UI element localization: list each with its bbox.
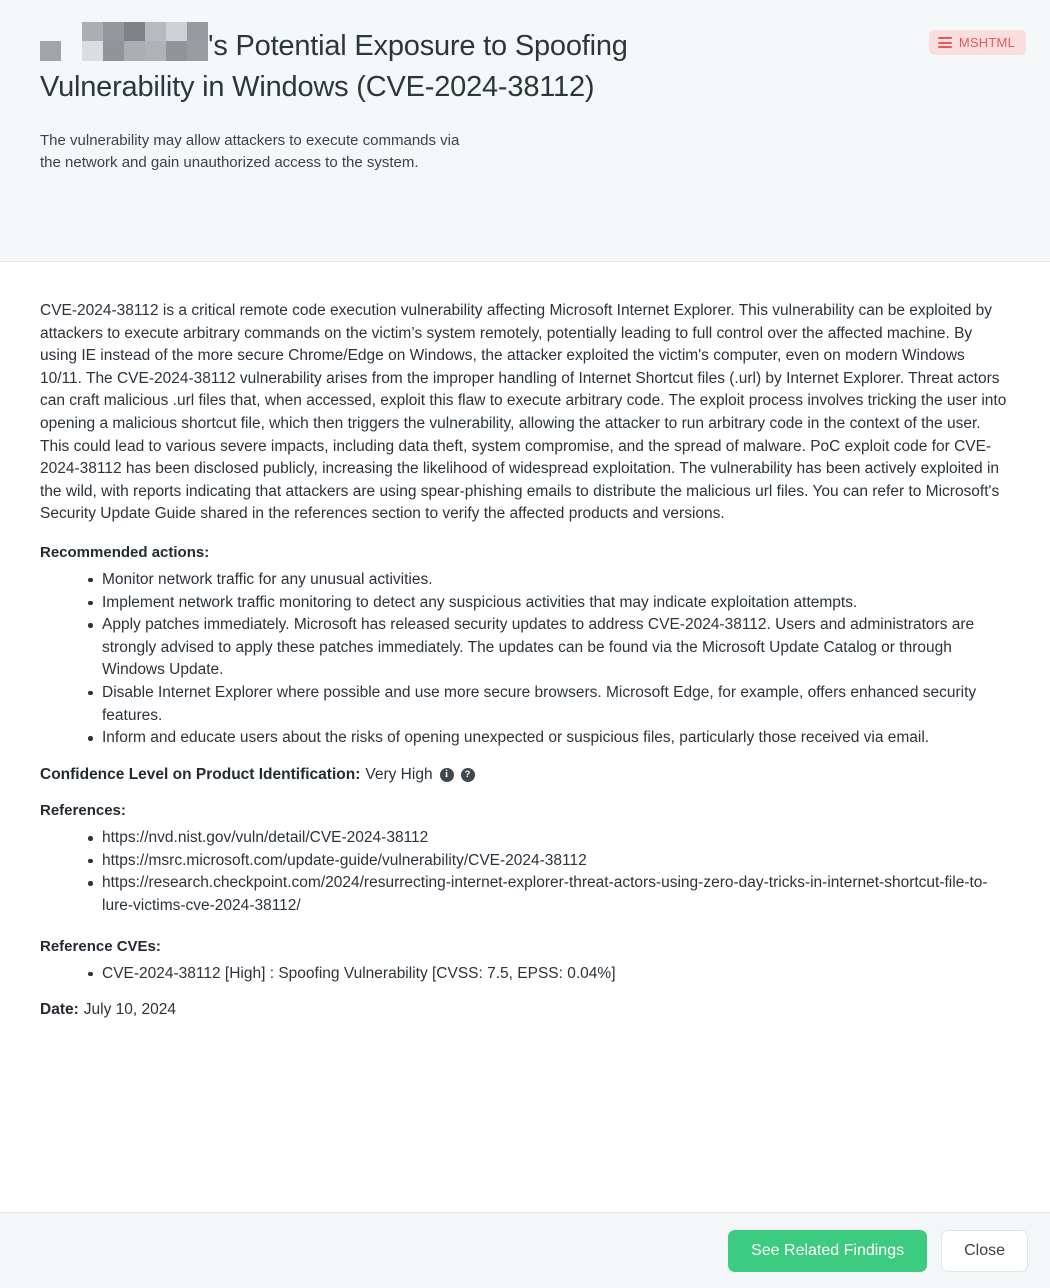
list-item: Monitor network traffic for any unusual activities. [88,569,1010,592]
date-value: July 10, 2024 [83,1001,176,1019]
list-item: Inform and educate users about the risks of opening unexpected or suspicious files, particularly those received via email. [88,727,1010,750]
info-icon[interactable]: i [440,768,454,782]
redacted-company-name [40,22,208,62]
close-button[interactable]: Close [941,1230,1028,1272]
confidence-level-row [40,764,1010,787]
list-item: CVE-2024-38112 [High] : Spoofing Vulnerability [CVSS: 7.5, EPSS: 0.04%] [88,963,1010,986]
date-label: Date: [40,1001,79,1019]
modal-footer [0,1212,1050,1288]
list-item: Apply patches immediately. Microsoft has released security updates to address CVE-2024-38112. Users and administrators are strongly advised to apply these patches immediately. The updates can be found via the Microsoft Update Catalog or through Windows Update. [88,614,1010,682]
menu-bars-icon [938,37,952,48]
recommended-actions-list [40,569,1010,750]
list-item[interactable]: https://nvd.nist.gov/vuln/detail/CVE-2024-38112 [88,827,1010,850]
vulnerability-description: CVE-2024-38112 is a critical remote code execution vulnerability affecting Microsoft Internet Explorer. This vulnerability can be exploited by attackers to execute arbitrary commands on the victim’s system remotely, potentially leading to full control over the affected machine. By using IE instead of the more secure Chrome/Edge on Windows, the attacker exploited the victim's computer, even on modern Windows 10/11. The CVE-2024-38112 vulnerability arises from the improper handling of Internet Shortcut files (.url) by Internet Explorer. Threat actors can craft malicious .url files that, when accessed, exploit this flaw to execute arbitrary code. The exploit process involves tricking the user into opening a malicious shortcut file, which then triggers the vulnerability, allowing the attacker to run arbitrary code in the context of the user. This could lead to various severe impacts, including data theft, system compromise, and the spread of malware. PoC exploit code for CVE-2024-38112 has been disclosed publicly, increasing the likelihood of widespread exploitation. The vulnerability has been actively exploited in the wild, with reports indicating that attackers are using spear-phishing emails to distribute the malicious url files. You can refer to Microsoft's Security Update Guide shared in the references section to verify the affected products and versions. [40,302,1007,523]
status-badge-label: MSHTML [958,35,1015,50]
reference-cves-list [40,963,1010,986]
confidence-level-value: Very High [365,765,433,783]
list-item: Implement network traffic monitoring to detect any suspicious activities that may indicate exploitation attempts. [88,592,1010,615]
page-subtitle: The vulnerability may allow attackers to execute commands via the network and gain unauthorized access to the system. [40,132,460,171]
page-title [40,22,700,108]
modal-header [0,0,1050,262]
modal-body [0,262,1050,1212]
help-icon[interactable]: ? [461,768,475,782]
title-wrapper [40,22,700,174]
see-related-findings-button[interactable]: See Related Findings [728,1230,927,1272]
list-item[interactable]: https://research.checkpoint.com/2024/resurrecting-internet-explorer-threat-actors-using-zero-day-tricks-in-internet-shortcut-file-to-lure-victims-cve-2024-38112/ [88,872,1010,917]
references-heading: References: [40,802,126,820]
list-item: Disable Internet Explorer where possible and use more secure browsers. Microsoft Edge, for example, offers enhanced security features. [88,682,1010,727]
list-item[interactable]: https://msrc.microsoft.com/update-guide/vulnerability/CVE-2024-38112 [88,850,1010,873]
recommended-actions-heading: Recommended actions: [40,543,210,561]
confidence-level-label: Confidence Level on Product Identification: [40,765,361,783]
page-title-text: 's Potential Exposure to Spoofing Vulnerability in Windows (CVE-2024-38112) [40,30,628,103]
header-row [40,22,1026,174]
status-badge[interactable] [929,30,1026,55]
references-list [40,827,1010,917]
reference-cves-heading: Reference CVEs: [40,937,161,955]
date-row [40,999,1010,1022]
